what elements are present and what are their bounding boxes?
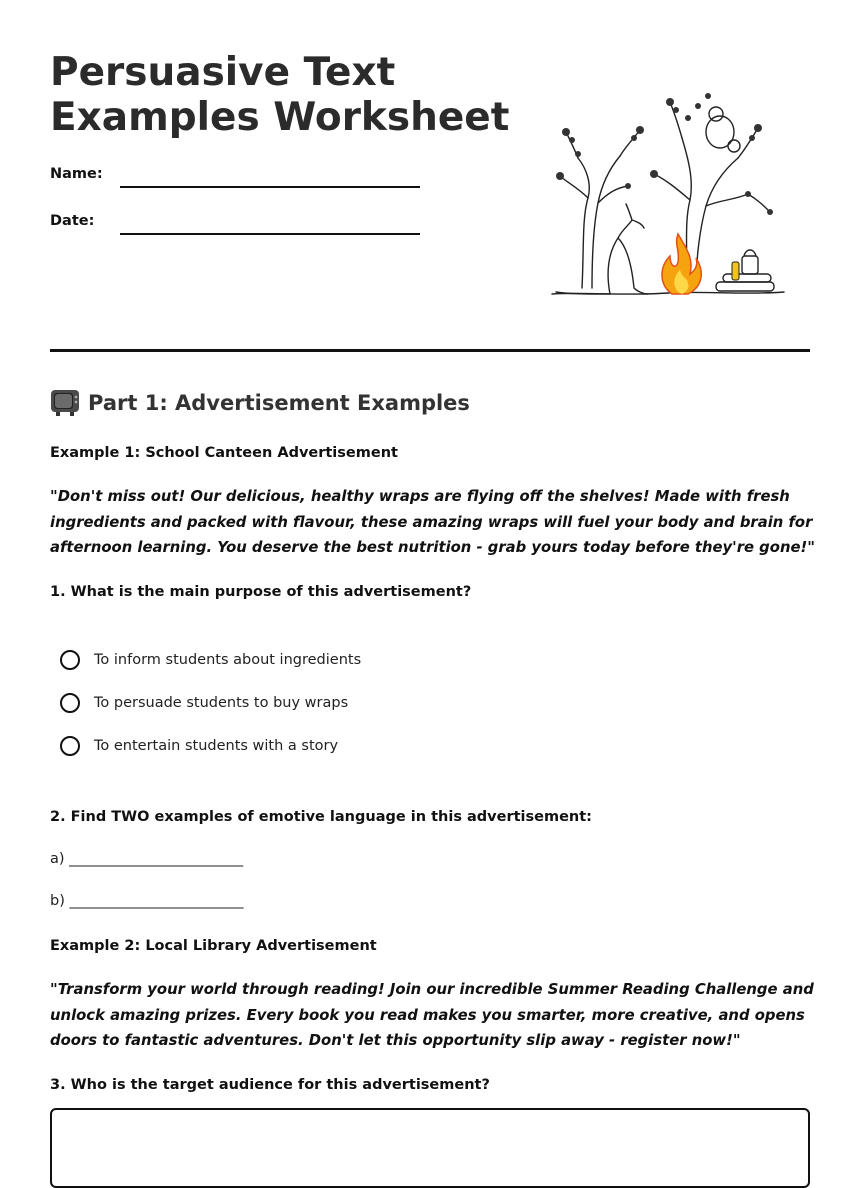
date-label: Date: (50, 213, 95, 229)
q1-option-2-label: To persuade students to buy wraps (94, 695, 349, 711)
title-line-2: Examples Worksheet (50, 95, 510, 140)
name-label: Name: (50, 166, 103, 182)
example-2-quote: "Transform your world through reading! Join our incredible Summer Reading Challenge and unlock amazing prizes. Every book you read makes you smarter, more creative, and opens doors to fantastic adventures. Don't let this opportunity slip away - register now!" (50, 981, 814, 1049)
date-field[interactable] (120, 233, 420, 235)
worksheet-title (50, 50, 510, 140)
australian-bush-campfire-illustration (548, 88, 788, 300)
radio-button[interactable] (60, 693, 80, 713)
example-1-quote: "Don't miss out! Our delicious, healthy wraps are flying off the shelves! Made with fresh ingredients and packed with flavour, these amazing wraps will fuel your body and brain for afternoon learning. You deserve the best nutrition - grab yours today before they're gone!" (50, 488, 815, 556)
section-divider (50, 349, 810, 352)
question-2: 2. Find TWO examples of emotive language in this advertisement: (50, 809, 592, 825)
q2-answer-b[interactable]: b) ________________________ (50, 893, 244, 909)
name-field[interactable] (120, 186, 420, 188)
radio-button[interactable] (60, 736, 80, 756)
part-1-heading (50, 388, 470, 418)
q1-option-2[interactable] (60, 693, 348, 713)
radio-button[interactable] (60, 650, 80, 670)
q1-option-3[interactable] (60, 736, 338, 756)
part-1-heading-text: Part 1: Advertisement Examples (88, 391, 470, 415)
question-3: 3. Who is the target audience for this advertisement? (50, 1077, 490, 1093)
q1-option-1[interactable] (60, 650, 361, 670)
q3-answer-box[interactable] (50, 1108, 810, 1188)
q1-option-3-label: To entertain students with a story (94, 738, 339, 754)
example-2-title: Example 2: Local Library Advertisement (50, 938, 377, 954)
television-icon (50, 388, 80, 418)
q1-option-1-label: To inform students about ingredients (94, 652, 362, 668)
title-line-1: Persuasive Text (50, 50, 396, 95)
q2-answer-a[interactable]: a) ________________________ (50, 851, 244, 867)
question-1: 1. What is the main purpose of this advertisement? (50, 584, 472, 600)
example-1-title: Example 1: School Canteen Advertisement (50, 445, 398, 461)
